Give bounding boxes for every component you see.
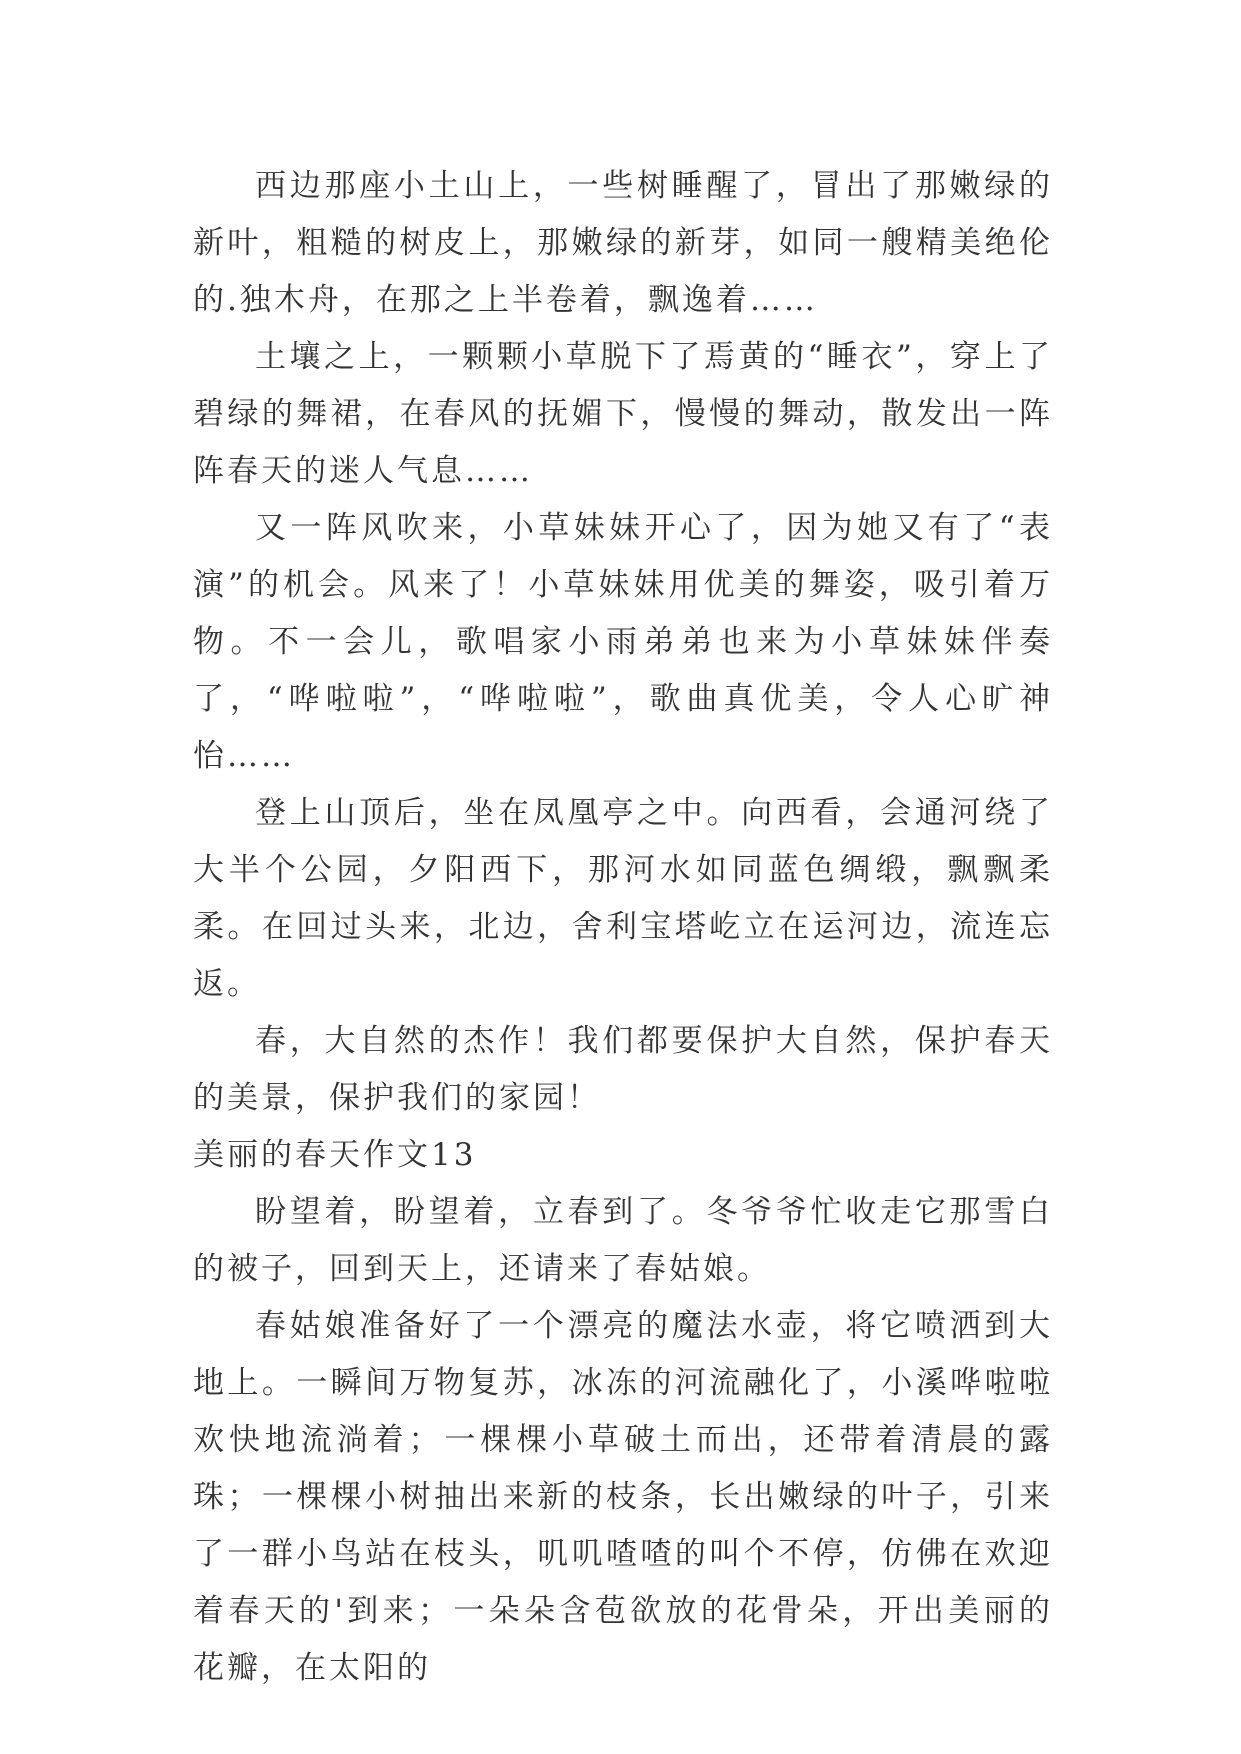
paragraph-spring-arrives: 盼望着，盼望着，立春到了。冬爷爷忙收走它那雪白的被子，回到天上，还请来了春姑娘。 <box>193 1194 1053 1287</box>
essay-heading: 美丽的春天作文13 <box>193 1137 477 1173</box>
paragraph-trees: 西边那座小土山上，一些树睡醒了，冒出了那嫩绿的新叶，粗糙的树皮上，那嫩绿的新芽，如同一艘精美绝伦的.独木舟，在那之上半卷着，飘逸着…… <box>193 168 1053 318</box>
paragraph-hilltop: 登上山顶后，坐在凤凰亭之中。向西看，会通河绕了大半个公园，夕阳西下，那河水如同蓝色绸缎，飘飘柔柔。在回过头来，北边，舍利宝塔屹立在运河边，流连忘返。 <box>193 795 1053 1002</box>
paragraph-wind: 又一阵风吹来，小草妹妹开心了，因为她又有了“表演”的机会。风来了！小草妹妹用优美的舞姿，吸引着万物。不一会儿，歌唱家小雨弟弟也来为小草妹妹伴奏了，“哗啦啦”，“哗啦啦”，歌曲真优美，令人心旷神怡…… <box>193 510 1053 774</box>
paragraph-magic-kettle: 春姑娘准备好了一个漂亮的魔法水壶，将它喷洒到大地上。一瞬间万物复苏，冰冻的河流融化了，小溪哗啦啦欢快地流淌着；一棵棵小草破土而出，还带着清晨的露珠；一棵棵小树抽出来新的枝条，长出嫩绿的叶子，引来了一群小鸟站在枝头，叽叽喳喳的叫个不停，仿佛在欢迎着春天的'到来；一朵朵含苞欲放的花骨朵，开出美丽的花瓣，在太阳的 <box>193 1308 1053 1686</box>
paragraph-conclusion: 春，大自然的杰作！我们都要保护大自然，保护春天的美景，保护我们的家园！ <box>193 1023 1053 1116</box>
document-body <box>193 158 1053 1697</box>
paragraph-grass: 土壤之上，一颗颗小草脱下了焉黄的“睡衣”，穿上了碧绿的舞裙，在春风的抚媚下，慢慢的舞动，散发出一阵阵春天的迷人气息…… <box>193 339 1053 489</box>
